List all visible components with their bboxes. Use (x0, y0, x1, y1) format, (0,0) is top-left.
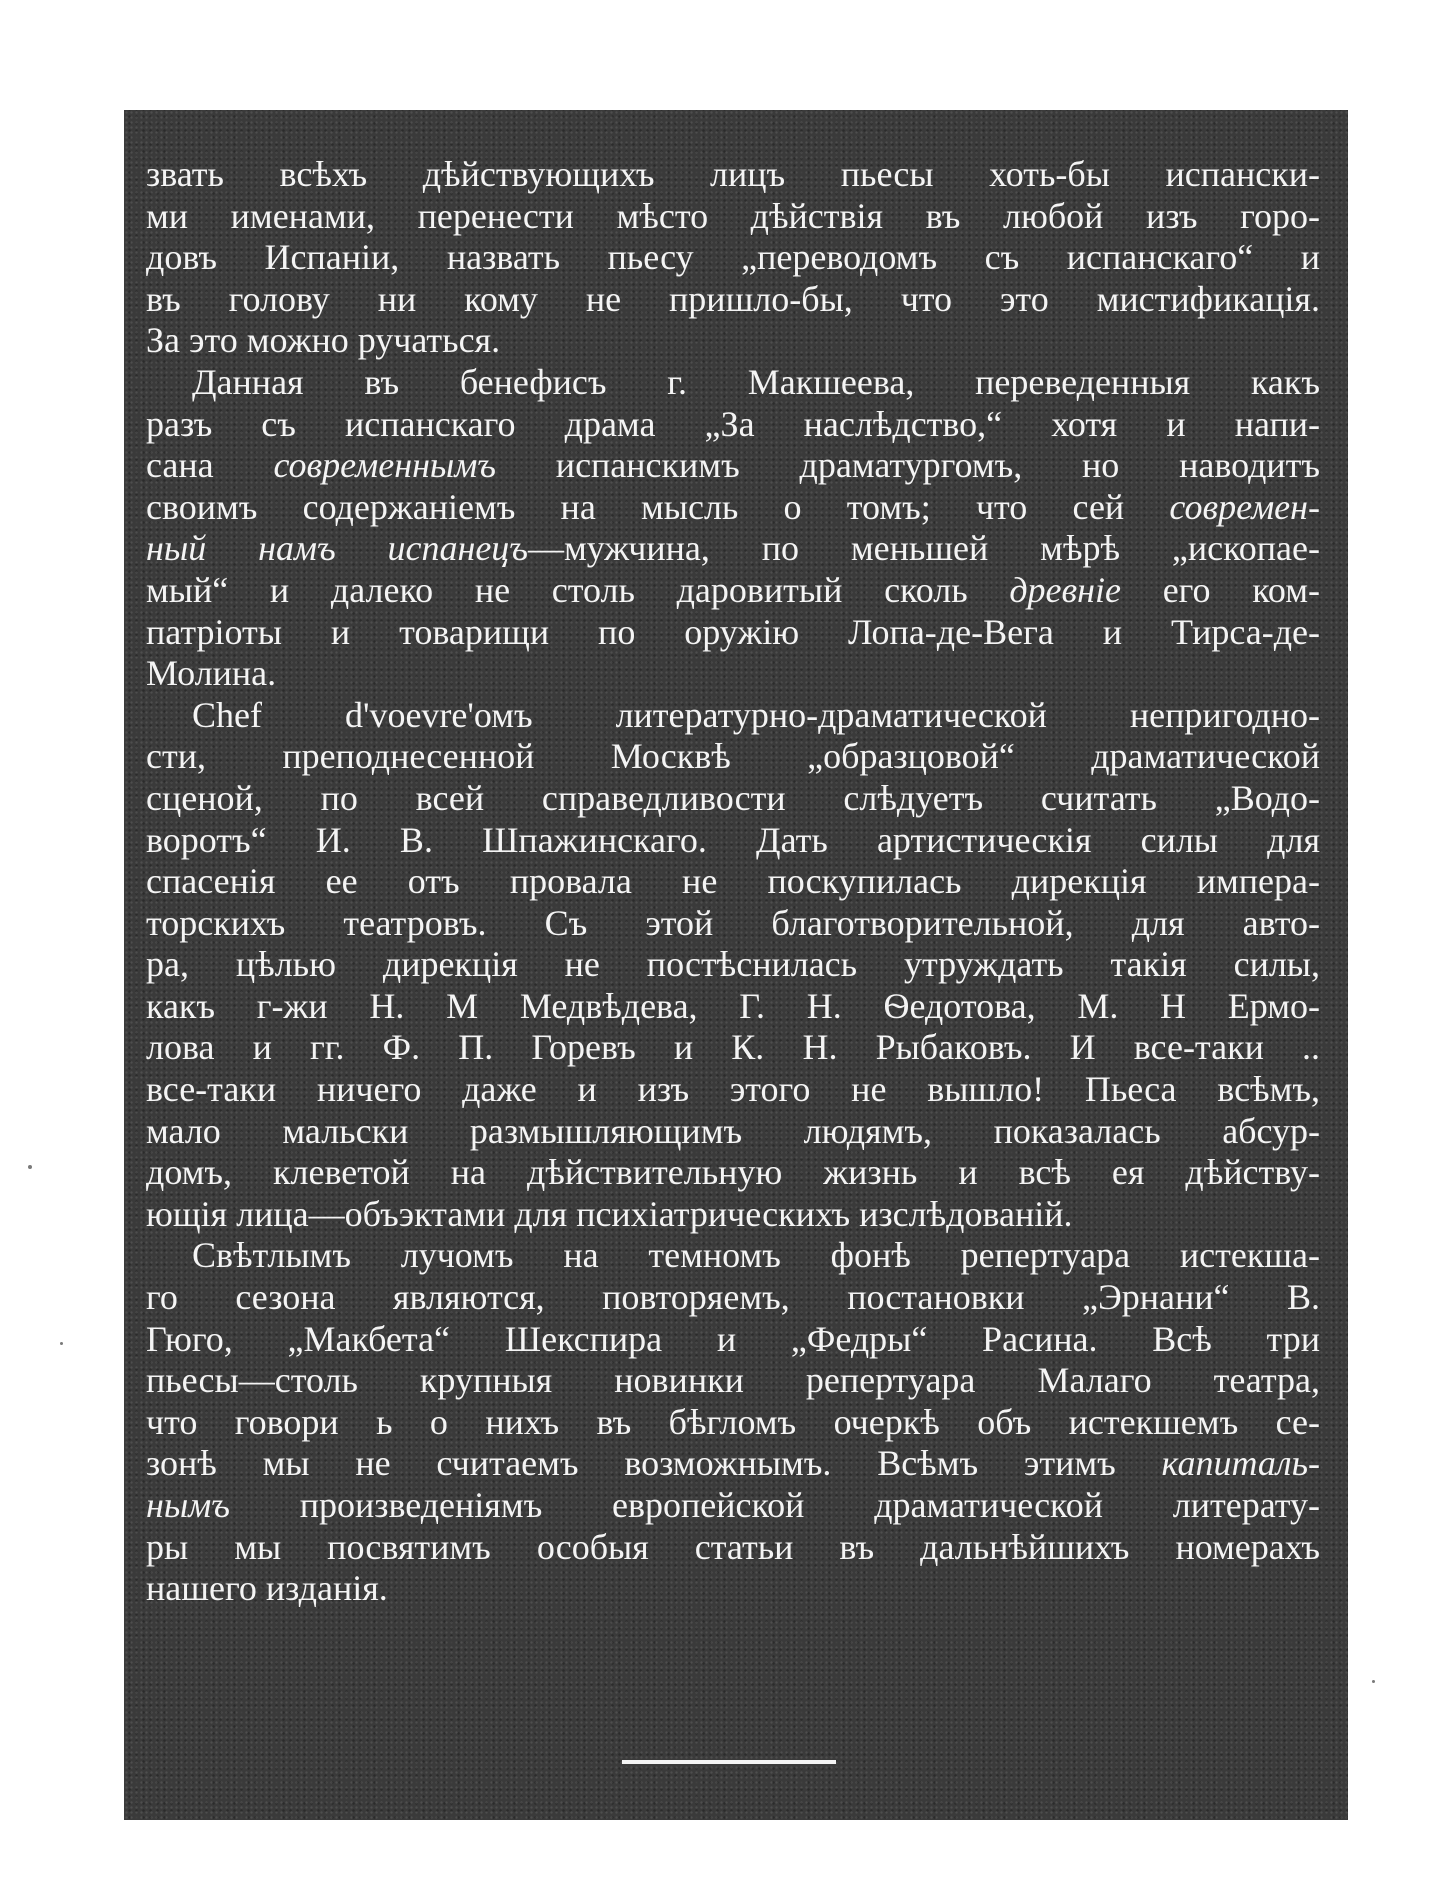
article-text (146, 154, 1320, 1610)
scan-speck (28, 1165, 32, 1169)
article-line-segment: зонѣ мы не считаемъ возможнымъ. Всѣмъ этимъ (146, 1443, 1162, 1484)
italic-emphasis: капиталь- (1161, 1443, 1320, 1484)
article-line (146, 1443, 1320, 1485)
article-line: За это можно ручаться. (146, 320, 501, 361)
article-line: какъ г-жи Н. М Медвѣдева, Г. Н. Ѳедотова, М. Н Ермо- (146, 985, 1320, 1026)
scan-speck (1372, 1680, 1375, 1683)
article-line (146, 445, 1320, 487)
article-line-segment: его ком- (1120, 569, 1320, 610)
italic-emphasis: древніе (1009, 569, 1121, 610)
article-line-segment: своимъ содержаніемъ на мысль о томъ; что сей (146, 486, 1170, 527)
article-line: Данная въ бенефисъ г. Макшеева, переведенныя какъ (192, 361, 1320, 402)
article-line-segment: испанскимъ драматургомъ, но наводитъ (495, 445, 1321, 486)
article-line: ры мы посвятимъ особыя статьи въ дальнѣйшихъ номерахъ (146, 1526, 1320, 1567)
article-line: ра, цѣлью дирекція не постѣснилась утруждать такія силы, (146, 944, 1320, 985)
article-line-segment: —мужчина, по меньшей мѣрѣ „ископае- (528, 528, 1321, 569)
article-line (146, 528, 1320, 570)
article-line (146, 1485, 1320, 1527)
article-line: все-таки ничего даже и изъ этого не вышло! Пьеса всѣмъ, (146, 1069, 1320, 1110)
closing-rule (622, 1760, 836, 1764)
article-line: звать всѣхъ дѣйствующихъ лицъ пьесы хоть-бы испански- (146, 154, 1320, 194)
article-line: патріоты и товарищи по оружію Лопа-де-Вега и Тирса-де- (146, 611, 1320, 652)
article-line: спасенія ее отъ провала не поскупилась дирекція импера- (146, 861, 1320, 902)
article-line: что говори ь о нихъ въ бѣгломъ очеркѣ объ истекшемъ се- (146, 1401, 1320, 1442)
article-line: лова и гг. Ф. П. Горевъ и К. Н. Рыбаковъ. И все-таки .. (146, 1027, 1320, 1068)
article-line-segment: мый“ и далеко не столь даровитый сколь (146, 569, 1010, 610)
article-line: сти, преподнесенной Москвѣ „образцовой“ драматической (146, 736, 1320, 777)
article-line-segment: произведеніямъ европейской драматической литерату- (229, 1485, 1320, 1525)
article-line: Гюго, „Макбета“ Шекспира и „Федры“ Расина. Всѣ три (146, 1318, 1320, 1359)
scan-speck (60, 1342, 63, 1345)
article-line: ми именами, перенести мѣсто дѣйствія въ любой изъ горо- (146, 195, 1320, 236)
italic-emphasis: ный намъ испанецъ (146, 528, 528, 569)
italic-emphasis: современ- (1169, 486, 1320, 527)
article-line: довъ Испаніи, назвать пьесу „переводомъ съ испанскаго“ и (146, 237, 1320, 278)
article-line: сценой, по всей справедливости слѣдуетъ считать „Водо- (146, 777, 1320, 818)
article-line: мало мальски размышляющимъ людямъ, показалась абсур- (146, 1110, 1320, 1151)
italic-emphasis: нымъ (146, 1485, 230, 1525)
article-line: домъ, клеветой на дѣйствительную жизнь и всѣ ея дѣйству- (146, 1152, 1320, 1193)
article-line (146, 487, 1320, 529)
article-line: воротъ“ И. В. Шпажинскаго. Дать артистическія силы для (146, 819, 1320, 860)
article-line: въ голову ни кому не пришло-бы, что это мистификація. (146, 278, 1320, 319)
article-line: Свѣтлымъ лучомъ на темномъ фонѣ репертуара истекша- (192, 1235, 1320, 1276)
article-line: го сезона являются, повторяемъ, постановки „Эрнани“ В. (146, 1277, 1320, 1318)
article-line: Chef d'voevre'омъ литературно-драматической непригодно- (192, 694, 1320, 735)
article-line: пьесы—столь крупныя новинки репертуара Малаго театра, (146, 1360, 1320, 1401)
article-line-segment: сана (146, 445, 274, 486)
italic-emphasis: современнымъ (273, 445, 496, 486)
article-line: ющія лица—объэктами для психіатрическихъ изслѣдованій. (146, 1193, 1073, 1234)
article-line: разъ съ испанскаго драма „За наслѣдство,“ хотя и напи- (146, 403, 1320, 444)
article-line (146, 570, 1320, 612)
scanned-article-panel (124, 110, 1348, 1820)
article-line: Молина. (146, 653, 277, 694)
article-line: нашего изданія. (146, 1568, 388, 1609)
article-line: торскихъ театровъ. Съ этой благотворительной, для авто- (146, 902, 1320, 943)
